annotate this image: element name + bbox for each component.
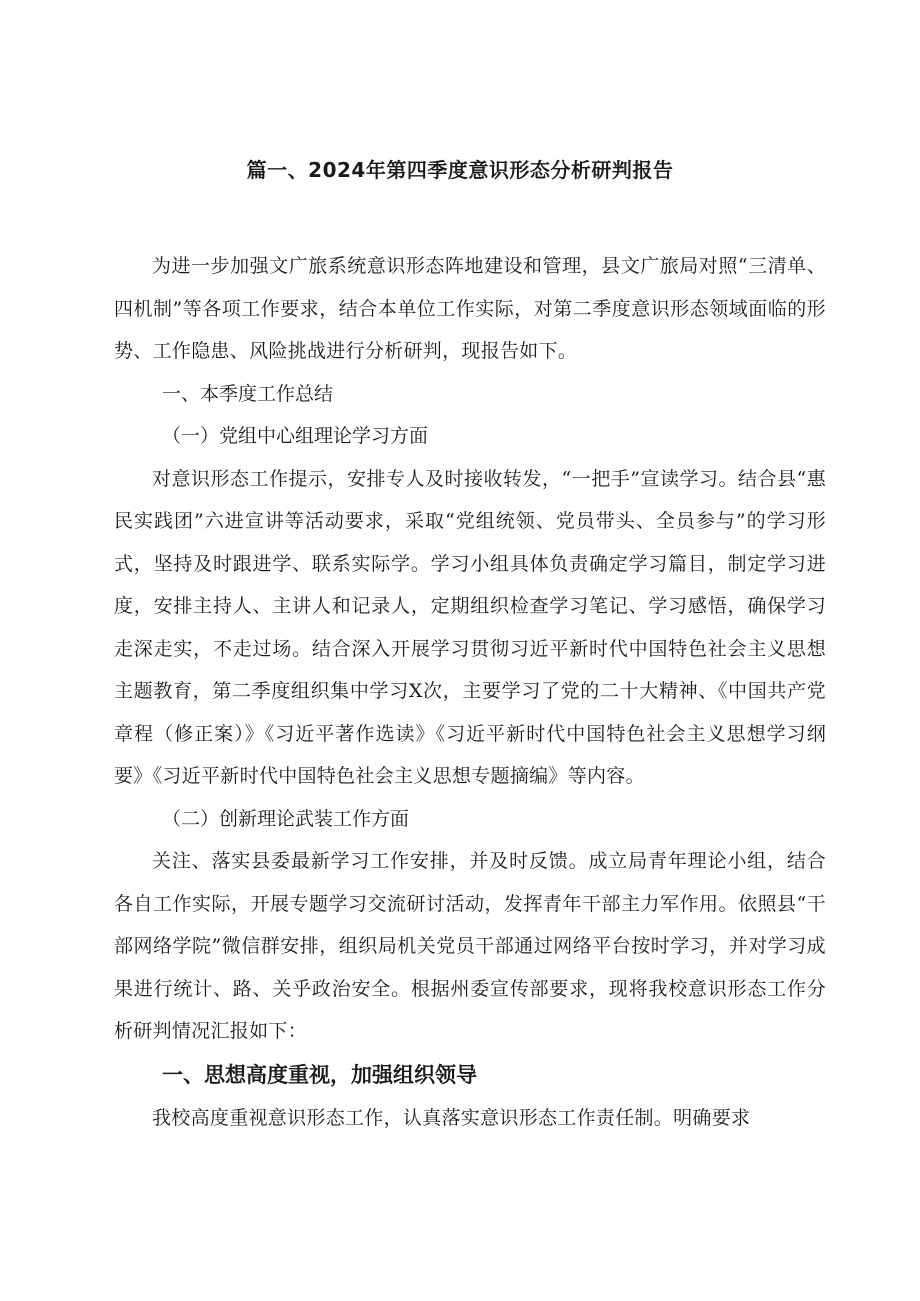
body-paragraph: 关注、落实县委最新学习工作安排，并及时反馈。成立局青年理论小组，结合各自工作实际，开展专题学习交流研讨活动，发挥青年干部主力军作用。依照县“干部网络学院”微信群安排，组织局机关党员干部通过网络平台按时学习，并对学习成果进行统计、路、关乎政治安全。根据州委宣传部要求，现将我校意识形态工作分析研判情况汇报如下： xyxy=(114,850,826,1042)
section-heading-bold: 一、思想高度重视，加强组织领导 xyxy=(162,1062,477,1087)
body-paragraph: 我校高度重视意识形态工作，认真落实意识形态工作责任制。明确要求 xyxy=(152,1106,751,1129)
section-heading: 一、本季度工作总结 xyxy=(162,382,334,405)
body-paragraph: 对意识形态工作提示，安排专人及时接收转发，“一把手”宣读学习。结合县“惠民实践团”六进宣讲等活动要求，采取“党组统领、党员带头、全员参与”的学习形式，坚持及时跟进学、联系实际学。学习小组具体负责确定学习篇目，制定学习进度，安排主持人、主讲人和记录人，定期组织检查学习笔记、学习感悟，确保学习走深走实，不走过场。结合深入开展学习贯彻习近平新时代中国特色社会主义思想主题教育，第二季度组织集中学习X次，主要学习了党的二十大精神、《中国共产党章程（修正案）》《习近平著作选读》《习近平新时代中国特色社会主义思想学习纲要》《习近平新时代中国特色社会主义思想专题摘编》等内容。 xyxy=(114,467,826,787)
subsection-heading: （二）创新理论武装工作方面 xyxy=(162,807,410,830)
document-title: 篇一、2024年第四季度意识形态分析研判报告 xyxy=(246,158,674,182)
intro-paragraph: 为进一步加强文广旅系统意识形态阵地建设和管理，县文广旅局对照“三清单、四机制”等各项工作要求，结合本单位工作实际，对第二季度意识形态领域面临的形势、工作隐患、风险挑战进行分析研判，现报告如下。 xyxy=(114,255,826,362)
subsection-heading: （一）党组中心组理论学习方面 xyxy=(162,425,429,447)
document-body xyxy=(114,245,826,1139)
